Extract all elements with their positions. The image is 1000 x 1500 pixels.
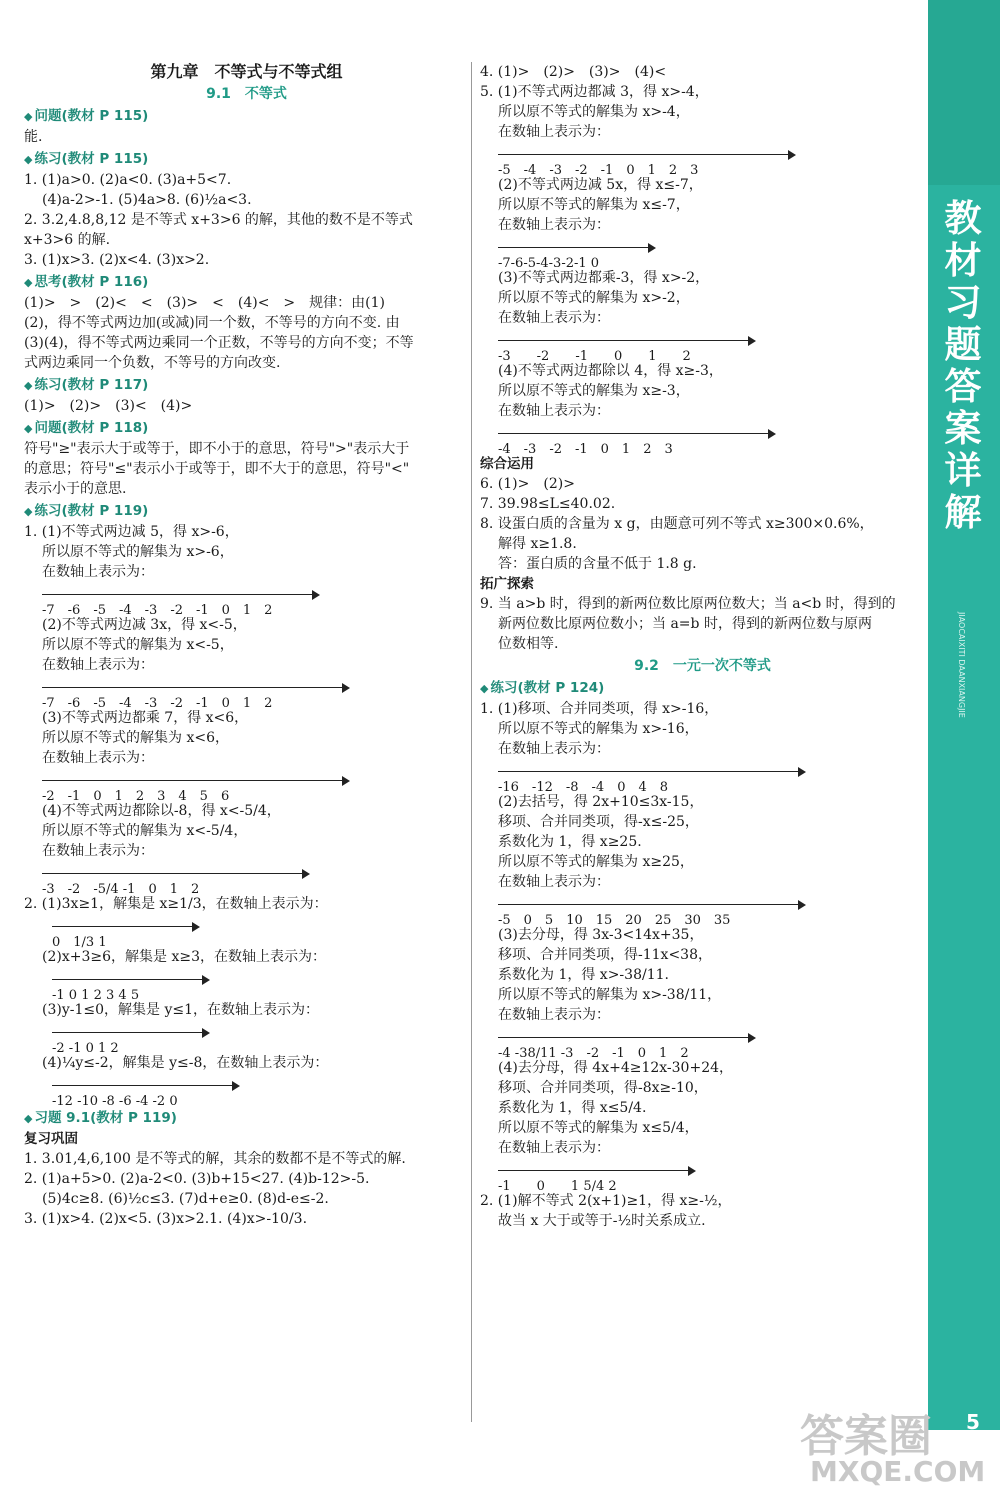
text-line: (4)不等式两边都除以-8，得 x<-5/4， <box>42 803 281 819</box>
arrow-icon <box>788 150 796 160</box>
text-line: 所以原不等式的解集为 x≤5/4， <box>498 1120 699 1136</box>
text-line: 1. (1)不等式两边减 5，得 x>-6， <box>24 524 239 540</box>
number-line-axis <box>498 433 768 434</box>
text-line: 能. <box>24 129 43 145</box>
text-line: 1. (1)a>0. (2)a<0. (3)a+5<7. <box>24 172 232 188</box>
number-line <box>480 424 925 457</box>
text-line: 2. (1)解不等式 2(x+1)≥1，得 x≥-½， <box>480 1193 732 1209</box>
text-line: 所以原不等式的解集为 x<-5， <box>42 637 234 653</box>
number-line-ticks: -7-6-5-4-3-2-1 0 <box>498 256 600 271</box>
text-line: 在数轴上表示为： <box>42 843 154 859</box>
column-divider <box>471 62 472 1422</box>
text-line: 在数轴上表示为： <box>42 750 154 766</box>
left-column <box>24 62 469 1229</box>
text-line: 在数轴上表示为： <box>498 310 610 326</box>
text-line: (3)不等式两边都乘 7，得 x<6， <box>42 710 249 726</box>
number-line-ticks: -5 0 5 10 15 20 25 30 35 <box>498 913 731 928</box>
number-line-ticks: -7 -6 -5 -4 -3 -2 -1 0 1 2 <box>42 696 273 711</box>
exercise-heading: ◆ 练习(教材 P 124) <box>480 678 925 699</box>
exercise-heading: ◆ 练习(教材 P 119) <box>24 501 469 522</box>
number-line-axis <box>42 780 342 781</box>
text-line: 故当 x 大于或等于-½时关系成立. <box>498 1213 706 1229</box>
watermark-logo: 答案圈 <box>800 1411 932 1462</box>
number-line-ticks: -1 0 1 5/4 2 <box>498 1179 617 1194</box>
number-line <box>24 1076 469 1109</box>
text-line: 系数化为 1，得 x≤5/4. <box>498 1100 647 1116</box>
exercise-heading: ◆ 习题 9.1(教材 P 119) <box>24 1108 469 1129</box>
number-line <box>480 762 925 795</box>
number-line-axis <box>498 154 788 155</box>
exercise-heading: ◆ 问题(教材 P 115) <box>24 106 469 127</box>
exercise-heading: ◆ 问题(教材 P 118) <box>24 418 469 439</box>
text-line: 3. (1)x>3. (2)x<4. (3)x>2. <box>24 252 210 268</box>
text-line: 8. 设蛋白质的含量为 x g，由题意可列不等式 x≥300×0.6%， <box>480 516 874 532</box>
number-line-ticks: -3 -2 -1 0 1 2 <box>498 349 691 364</box>
arrow-icon <box>232 1081 240 1091</box>
number-line-ticks: -4 -3 -2 -1 0 1 2 3 <box>498 442 673 457</box>
number-line-axis <box>52 979 202 980</box>
number-line-axis <box>498 247 648 248</box>
text-line: 9. 当 a>b 时，得到的新两位数比原两位数大；当 a<b 时，得到的 <box>480 596 896 612</box>
arrow-icon <box>798 900 806 910</box>
number-line-ticks: -7 -6 -5 -4 -3 -2 -1 0 1 2 <box>42 603 273 618</box>
exercise-heading: ◆ 练习(教材 P 115) <box>24 149 469 170</box>
text-line: 所以原不等式的解集为 x≥-3， <box>498 383 690 399</box>
text-line: 在数轴上表示为： <box>498 217 610 233</box>
arrow-icon <box>748 1033 756 1043</box>
number-line-axis <box>42 873 302 874</box>
number-line-axis <box>42 687 342 688</box>
arrow-icon <box>648 243 656 253</box>
text-line: (4)a-2>-1. (5)4a>8. (6)½a<3. <box>42 192 252 208</box>
text-line: (2)不等式两边减 3x，得 x<-5， <box>42 617 247 633</box>
text-line: 移项、合并同类项，得-11x<38， <box>498 947 712 963</box>
number-line-ticks: -4 -38/11 -3 -2 -1 0 1 2 <box>498 1046 689 1061</box>
text-line: 所以原不等式的解集为 x<-5/4， <box>42 823 248 839</box>
text-line: (4)去分母，得 4x+4≥12x-30+24， <box>498 1060 734 1076</box>
number-line-axis <box>42 594 312 595</box>
text-line: 5. (1)不等式两边都减 3，得 x>-4， <box>480 84 709 100</box>
text-line: 在数轴上表示为： <box>498 403 610 419</box>
text-line: 3. (1)x>4. (2)x<5. (3)x>2.1. (4)x>-10/3. <box>24 1211 308 1227</box>
exercise-heading: ◆ 思考(教材 P 116) <box>24 272 469 293</box>
number-line-axis <box>498 771 798 772</box>
text-line: 4. (1)> (2)> (3)> (4)< <box>480 64 667 80</box>
number-line <box>480 1028 925 1061</box>
text-line: 在数轴上表示为： <box>498 741 610 757</box>
number-line-axis <box>498 1037 748 1038</box>
right-column <box>480 62 925 1231</box>
text-line: 在数轴上表示为： <box>42 564 154 580</box>
text-line: 所以原不等式的解集为 x>-4， <box>498 104 690 120</box>
watermark-url: MXQE.COM <box>810 1455 986 1488</box>
text-line: 所以原不等式的解集为 x>-38/11， <box>498 987 722 1003</box>
text-line: (3)不等式两边都乘-3，得 x>-2， <box>498 270 710 286</box>
text-line: 7. 39.98≤L≤40.02. <box>480 496 616 512</box>
text-line: (5)4c≥8. (6)½c≤3. (7)d+e≥0. (8)d-e≤-2. <box>42 1191 329 1207</box>
text-line: 2. (1)3x≥1，解集是 x≥1/3，在数轴上表示为： <box>24 896 328 912</box>
number-line-axis <box>52 926 192 927</box>
number-line-ticks: -2 -1 0 1 2 3 4 5 6 <box>42 789 230 804</box>
text-line: 所以原不等式的解集为 x>-2， <box>498 290 690 306</box>
section-title: 9.1 不等式 <box>206 86 287 102</box>
number-line-ticks: 0 1/3 1 <box>52 935 107 950</box>
text-line: 在数轴上表示为： <box>498 1140 610 1156</box>
number-line-axis <box>52 1032 202 1033</box>
text-line: 系数化为 1，得 x≥25. <box>498 834 642 850</box>
text-line: 所以原不等式的解集为 x≤-7， <box>498 197 690 213</box>
text-line: 式两边乘同一个负数，不等号的方向改变. <box>24 355 281 371</box>
text-line: 所以原不等式的解集为 x≥25， <box>498 854 694 870</box>
side-title: 教材习题答案详解 <box>944 197 982 534</box>
number-line-axis <box>498 340 748 341</box>
arrow-icon <box>748 336 756 346</box>
text-line: (2)x+3≥6，解集是 x≥3，在数轴上表示为： <box>42 949 326 965</box>
subsection-heading: 拓广探索 <box>480 576 534 592</box>
number-line-ticks: -2 -1 0 1 2 <box>52 1041 119 1056</box>
text-line: x+3>6 的解. <box>24 232 111 248</box>
text-line: 在数轴上表示为： <box>498 1007 610 1023</box>
number-line-axis <box>498 1170 688 1171</box>
text-line: 的意思；符号"≤"表示小于或等于，即不大于的意思，符号"<" <box>24 461 410 477</box>
side-pinyin: JIAOCAIXITI DAANXIANGJIE <box>957 612 966 718</box>
arrow-icon <box>688 1166 696 1176</box>
text-line: (1)> > (2)< < (3)> < (4)< > 规律：由(1) <box>24 295 385 311</box>
text-line: 系数化为 1，得 x>-38/11. <box>498 967 669 983</box>
number-line-ticks: -3 -2 -5/4 -1 0 1 2 <box>42 882 200 897</box>
number-line <box>24 970 469 1003</box>
text-line: 答：蛋白质的含量不低于 1.8 g. <box>498 556 697 572</box>
arrow-icon <box>202 975 210 985</box>
text-line: 移项、合并同类项，得-x≤-25， <box>498 814 699 830</box>
page-number: 5 <box>966 1410 980 1434</box>
number-line <box>24 585 469 618</box>
number-line <box>480 331 925 364</box>
arrow-icon <box>768 429 776 439</box>
text-line: 所以原不等式的解集为 x>-6， <box>42 544 234 560</box>
arrow-icon <box>302 869 310 879</box>
text-line: 所以原不等式的解集为 x>-16， <box>498 721 699 737</box>
subsection-heading: 综合运用 <box>480 456 534 472</box>
number-line <box>24 678 469 711</box>
number-line <box>24 864 469 897</box>
text-line: 6. (1)> (2)> <box>480 476 575 492</box>
arrow-icon <box>342 776 350 786</box>
text-line: 表示小于的意思. <box>24 481 127 497</box>
section-title: 9.2 一元一次不等式 <box>634 658 771 674</box>
number-line-ticks: -12 -10 -8 -6 -4 -2 0 <box>52 1094 178 1109</box>
text-line: (4)¼y≤-2，解集是 y≤-8，在数轴上表示为： <box>42 1055 329 1071</box>
arrow-icon <box>202 1028 210 1038</box>
number-line-axis <box>498 904 798 905</box>
text-line: 符号"≥"表示大于或等于，即不小于的意思，符号">"表示大于 <box>24 441 410 457</box>
text-line: (2)不等式两边减 5x，得 x≤-7， <box>498 177 703 193</box>
text-line: (1)> (2)> (3)< (4)> <box>24 398 193 414</box>
text-line: (2)去括号，得 2x+10≤3x-15， <box>498 794 704 810</box>
text-line: 2. 3.2,4.8,8,12 是不等式 x+3>6 的解，其他的数不是不等式 <box>24 212 413 228</box>
text-line: 1. 3.01,4,6,100 是不等式的解，其余的数都不是不等式的解. <box>24 1151 406 1167</box>
number-line <box>24 771 469 804</box>
number-line <box>480 145 925 178</box>
number-line <box>480 1161 925 1194</box>
text-line: (3)y-1≤0，解集是 y≤1，在数轴上表示为： <box>42 1002 320 1018</box>
text-line: 在数轴上表示为： <box>498 874 610 890</box>
text-line: 所以原不等式的解集为 x<6， <box>42 730 229 746</box>
text-line: 1. (1)移项、合并同类项，得 x>-16， <box>480 701 719 717</box>
text-line: 解得 x≥1.8. <box>498 536 577 552</box>
number-line-axis <box>52 1085 232 1086</box>
text-line: 移项、合并同类项，得-8x≥-10， <box>498 1080 708 1096</box>
text-line: (3)去分母，得 3x-3<14x+35， <box>498 927 704 943</box>
subsection-heading: 复习巩固 <box>24 1131 78 1147</box>
text-line: (3)(4)，得不等式两边乘同一个正数，不等号的方向不变；不等 <box>24 335 414 351</box>
number-line <box>480 238 925 271</box>
exercise-heading: ◆ 练习(教材 P 117) <box>24 375 469 396</box>
number-line-ticks: -16 -12 -8 -4 0 4 8 <box>498 780 669 795</box>
text-line: 新两位数比原两位数小；当 a=b 时，得到的新两位数与原两 <box>498 616 872 632</box>
arrow-icon <box>192 922 200 932</box>
text-line: 在数轴上表示为： <box>498 124 610 140</box>
side-tab-top <box>928 0 1000 185</box>
text-line: 在数轴上表示为： <box>42 657 154 673</box>
text-line: 2. (1)a+5>0. (2)a-2<0. (3)b+15<27. (4)b-12>-5. <box>24 1171 370 1187</box>
chapter-title: 第九章 不等式与不等式组 <box>150 62 343 81</box>
text-line: 位数相等. <box>498 636 559 652</box>
arrow-icon <box>342 683 350 693</box>
number-line-ticks: -1 0 1 2 3 4 5 <box>52 988 140 1003</box>
number-line <box>480 895 925 928</box>
arrow-icon <box>798 767 806 777</box>
number-line <box>24 1023 469 1056</box>
number-line <box>24 917 469 950</box>
text-line: (4)不等式两边都除以 4，得 x≥-3， <box>498 363 723 379</box>
number-line-ticks: -5 -4 -3 -2 -1 0 1 2 3 <box>498 163 699 178</box>
text-line: (2)，得不等式两边加(或减)同一个数，不等号的方向不变. 由 <box>24 315 400 331</box>
arrow-icon <box>312 590 320 600</box>
